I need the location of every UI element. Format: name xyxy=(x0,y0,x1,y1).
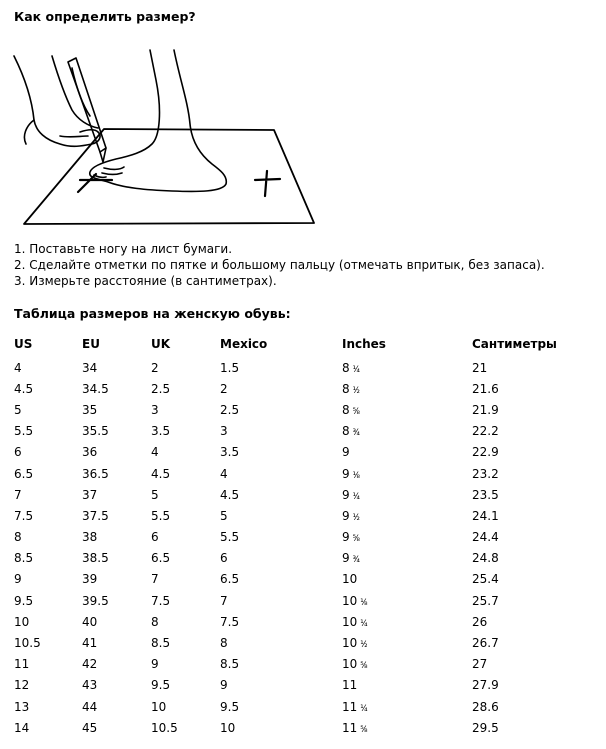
cell-uk: 6 xyxy=(151,530,159,545)
instruction-step: 2. Сделайте отметки по пятке и большому пальцу (отмечать впритык, без запаса). xyxy=(14,258,545,273)
cell-eu: 38.5 xyxy=(82,551,109,566)
cell-mexico: 2.5 xyxy=(220,402,240,417)
inches-whole: 10 xyxy=(342,657,358,672)
cell-us: 10.5 xyxy=(14,636,41,651)
cell-mexico: 3 xyxy=(220,424,228,439)
cell-us: 4.5 xyxy=(14,381,34,396)
cell-cm: 26.7 xyxy=(472,636,499,651)
cell-inches xyxy=(342,717,472,738)
cell-uk: 7 xyxy=(151,572,159,587)
cell-us: 9.5 xyxy=(14,593,34,608)
cell-eu: 40 xyxy=(82,614,98,629)
cell-uk: 10.5 xyxy=(151,720,178,735)
inches-whole: 9 xyxy=(342,445,350,460)
cell-uk: 9.5 xyxy=(151,678,171,693)
cell-inches xyxy=(342,442,472,463)
cell-eu: 37 xyxy=(82,487,98,502)
cell-inches xyxy=(342,527,472,548)
inches-whole: 9 xyxy=(342,487,350,502)
cell-mexico: 1.5 xyxy=(220,360,240,375)
inches-whole: 9 xyxy=(342,551,350,566)
table-row xyxy=(14,421,582,442)
inches-fraction: ¹⁄₂ xyxy=(352,385,360,396)
cell-eu: 35.5 xyxy=(82,424,109,439)
table-row xyxy=(14,484,582,505)
cell-cm: 21.9 xyxy=(472,402,499,417)
cell-eu: 37.5 xyxy=(82,508,109,523)
column-header-us: US xyxy=(14,337,33,351)
cell-eu: 36 xyxy=(82,445,98,460)
paper-sheet xyxy=(24,129,314,224)
cell-inches xyxy=(342,696,472,717)
cell-us: 8 xyxy=(14,530,22,545)
table-row xyxy=(14,611,582,632)
inches-fraction: ¹⁄₄ xyxy=(360,703,368,714)
cell-uk: 10 xyxy=(151,699,167,714)
cell-eu: 45 xyxy=(82,720,98,735)
cell-us: 6.5 xyxy=(14,466,34,481)
inches-fraction: ¹⁄₄ xyxy=(360,618,368,629)
column-header-cm: Сантиметры xyxy=(472,337,557,351)
cell-inches xyxy=(342,611,472,632)
instruction-step: 3. Измерьте расстояние (в сантиметрах). xyxy=(14,274,277,289)
table-row xyxy=(14,717,582,738)
cell-cm: 24.4 xyxy=(472,530,499,545)
table-row xyxy=(14,654,582,675)
cell-uk: 3.5 xyxy=(151,424,171,439)
cell-cm: 23.5 xyxy=(472,487,499,502)
cell-uk: 8.5 xyxy=(151,636,171,651)
cell-eu: 38 xyxy=(82,530,98,545)
cell-us: 13 xyxy=(14,699,30,714)
cell-us: 5.5 xyxy=(14,424,34,439)
cell-cm: 21.6 xyxy=(472,381,499,396)
page-title: Как определить размер? xyxy=(14,9,196,24)
inches-whole: 10 xyxy=(342,614,358,629)
inches-whole: 8 xyxy=(342,360,350,375)
cell-cm: 28.6 xyxy=(472,699,499,714)
cell-mexico: 6 xyxy=(220,551,228,566)
inches-fraction: ¹⁄₄ xyxy=(352,364,360,375)
cell-inches xyxy=(342,590,472,611)
cell-inches xyxy=(342,505,472,526)
inches-whole: 8 xyxy=(342,402,350,417)
cell-cm: 21 xyxy=(472,360,488,375)
table-row xyxy=(14,378,582,399)
cell-eu: 34.5 xyxy=(82,381,109,396)
foot-outline xyxy=(90,50,227,191)
inches-whole: 10 xyxy=(342,593,358,608)
cell-inches xyxy=(342,675,472,696)
cell-cm: 25.7 xyxy=(472,593,499,608)
cell-inches xyxy=(342,357,472,378)
cell-us: 5 xyxy=(14,402,22,417)
cell-inches xyxy=(342,654,472,675)
inches-whole: 11 xyxy=(342,699,358,714)
inches-fraction: ⁵⁄₈ xyxy=(352,534,360,545)
cell-mexico: 9 xyxy=(220,678,228,693)
inches-whole: 9 xyxy=(342,466,350,481)
cell-cm: 23.2 xyxy=(472,466,499,481)
cell-uk: 5.5 xyxy=(151,508,171,523)
cell-us: 10 xyxy=(14,614,30,629)
table-row xyxy=(14,548,582,569)
inches-whole: 9 xyxy=(342,508,350,523)
table-row xyxy=(14,569,582,590)
inches-fraction: ¹⁄₄ xyxy=(352,491,360,502)
table-title: Таблица размеров на женскую обувь: xyxy=(14,306,291,321)
cell-cm: 25.4 xyxy=(472,572,499,587)
column-header-mexico: Mexico xyxy=(220,337,268,351)
toe-mark xyxy=(78,174,112,192)
table-row xyxy=(14,505,582,526)
inches-whole: 10 xyxy=(342,636,358,651)
cell-mexico: 10 xyxy=(220,720,236,735)
cell-cm: 24.8 xyxy=(472,551,499,566)
cell-uk: 9 xyxy=(151,657,159,672)
cell-cm: 22.2 xyxy=(472,424,499,439)
cell-us: 14 xyxy=(14,720,30,735)
table-row xyxy=(14,675,582,696)
inches-fraction: ³⁄₄ xyxy=(352,555,360,566)
cell-us: 7.5 xyxy=(14,508,34,523)
cell-us: 4 xyxy=(14,360,22,375)
cell-cm: 29.5 xyxy=(472,720,499,735)
inches-whole: 11 xyxy=(342,720,358,735)
cell-uk: 2 xyxy=(151,360,159,375)
inches-fraction: ⁵⁄₈ xyxy=(360,661,368,672)
cell-uk: 4 xyxy=(151,445,159,460)
cell-eu: 42 xyxy=(82,657,98,672)
cell-cm: 24.1 xyxy=(472,508,499,523)
cell-mexico: 6.5 xyxy=(220,572,240,587)
cell-inches xyxy=(342,421,472,442)
cell-eu: 44 xyxy=(82,699,98,714)
table-row xyxy=(14,696,582,717)
cell-eu: 36.5 xyxy=(82,466,109,481)
cell-mexico: 4.5 xyxy=(220,487,240,502)
cell-inches xyxy=(342,463,472,484)
size-table-body xyxy=(14,357,582,738)
cell-cm: 26 xyxy=(472,614,488,629)
instruction-step: 1. Поставьте ногу на лист бумаги. xyxy=(14,242,233,256)
inches-fraction: ¹⁄₂ xyxy=(360,640,368,651)
cell-inches xyxy=(342,484,472,505)
cell-mexico: 8 xyxy=(220,636,228,651)
table-row xyxy=(14,463,582,484)
cell-us: 7 xyxy=(14,487,22,502)
cell-inches xyxy=(342,548,472,569)
cell-eu: 39.5 xyxy=(82,593,109,608)
inches-whole: 10 xyxy=(342,572,358,587)
column-header-inches: Inches xyxy=(342,337,386,351)
inches-whole: 9 xyxy=(342,530,350,545)
table-row xyxy=(14,527,582,548)
inches-fraction: ¹⁄₈ xyxy=(352,470,360,481)
inches-whole: 8 xyxy=(342,424,350,439)
column-header-eu: EU xyxy=(82,337,100,351)
cell-mexico: 5.5 xyxy=(220,530,240,545)
table-row xyxy=(14,590,582,611)
cell-eu: 35 xyxy=(82,402,98,417)
cell-uk: 6.5 xyxy=(151,551,171,566)
inches-fraction: ⁵⁄₈ xyxy=(352,406,360,417)
inches-whole: 11 xyxy=(342,678,358,693)
inches-whole: 8 xyxy=(342,381,350,396)
cell-uk: 4.5 xyxy=(151,466,171,481)
cell-mexico: 7.5 xyxy=(220,614,240,629)
cell-inches xyxy=(342,399,472,420)
cell-inches xyxy=(342,632,472,653)
heel-mark xyxy=(255,171,280,196)
inches-fraction: ⁵⁄₈ xyxy=(360,724,368,735)
cell-us: 6 xyxy=(14,445,22,460)
cell-uk: 8 xyxy=(151,614,159,629)
cell-uk: 7.5 xyxy=(151,593,171,608)
cell-us: 11 xyxy=(14,657,30,672)
cell-us: 9 xyxy=(14,572,22,587)
cell-mexico: 3.5 xyxy=(220,445,240,460)
cell-eu: 34 xyxy=(82,360,98,375)
cell-uk: 5 xyxy=(151,487,159,502)
cell-eu: 39 xyxy=(82,572,98,587)
cell-us: 8.5 xyxy=(14,551,34,566)
cell-cm: 27 xyxy=(472,657,488,672)
table-header-row xyxy=(14,337,582,357)
instructions-list xyxy=(14,241,545,290)
cell-mexico: 7 xyxy=(220,593,228,608)
cell-cm: 27.9 xyxy=(472,678,499,693)
cell-inches xyxy=(342,378,472,399)
cell-mexico: 4 xyxy=(220,466,228,481)
foot-measuring-illustration xyxy=(12,40,352,230)
cell-mexico: 5 xyxy=(220,508,228,523)
table-row xyxy=(14,442,582,463)
cell-us: 12 xyxy=(14,678,30,693)
table-row xyxy=(14,399,582,420)
cell-eu: 43 xyxy=(82,678,98,693)
table-row xyxy=(14,357,582,378)
inches-fraction: ³⁄₄ xyxy=(352,428,360,439)
cell-mexico: 2 xyxy=(220,381,228,396)
cell-mexico: 8.5 xyxy=(220,657,240,672)
inches-fraction: ¹⁄₂ xyxy=(352,512,360,523)
cell-mexico: 9.5 xyxy=(220,699,240,714)
cell-eu: 41 xyxy=(82,636,98,651)
cell-uk: 3 xyxy=(151,402,159,417)
column-header-uk: UK xyxy=(151,337,171,351)
size-chart-table xyxy=(14,337,582,738)
cell-uk: 2.5 xyxy=(151,381,171,396)
table-row xyxy=(14,632,582,653)
cell-inches xyxy=(342,569,472,590)
cell-cm: 22.9 xyxy=(472,445,499,460)
inches-fraction: ¹⁄₈ xyxy=(360,597,368,608)
